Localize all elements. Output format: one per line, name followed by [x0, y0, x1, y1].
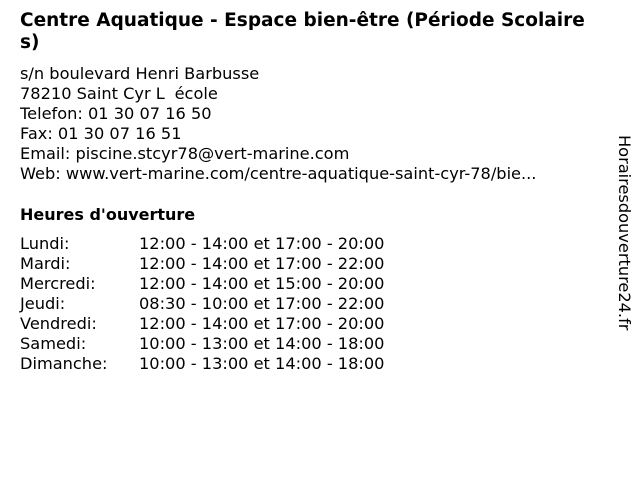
time-range: 10:00 - 13:00 et 14:00 - 18:00 — [139, 334, 385, 353]
watermark-text: Horairesdouverture24.fr — [615, 135, 634, 331]
phone-line: Telefon: 01 30 07 16 50 — [20, 104, 212, 123]
fax-line: Fax: 01 30 07 16 51 — [20, 124, 182, 143]
page-title: Centre Aquatique - Espace bien-être (Période Scolaires) — [20, 10, 585, 53]
time-range: 12:00 - 14:00 et 17:00 - 22:00 — [139, 254, 385, 273]
address-city: 78210 Saint Cyr Lécole — [20, 84, 218, 103]
hours-row-lundi — [20, 234, 384, 254]
day-label: Lundi: — [20, 234, 70, 253]
email-line: Email: piscine.stcyr78@vert-marine.com — [20, 144, 350, 163]
time-range: 10:00 - 13:00 et 14:00 - 18:00 — [139, 354, 385, 373]
hours-row-mardi — [20, 254, 384, 274]
day-label: Dimanche: — [20, 354, 108, 373]
web-line: Web: www.vert-marine.com/centre-aquatique-saint-cyr-78/bie... — [20, 164, 537, 183]
day-label: Vendredi: — [20, 314, 97, 333]
day-label: Mardi: — [20, 254, 71, 273]
address-street: s/n boulevard Henri Barbusse — [20, 64, 260, 83]
hours-row-mercredi — [20, 274, 384, 294]
site-watermark — [614, 135, 634, 345]
hours-row-jeudi — [20, 294, 384, 314]
hours-table — [20, 234, 384, 374]
day-label: Mercredi: — [20, 274, 96, 293]
time-range: 12:00 - 14:00 et 17:00 - 20:00 — [139, 234, 385, 253]
day-label: Jeudi: — [20, 294, 66, 313]
time-range: 08:30 - 10:00 et 17:00 - 22:00 — [139, 294, 385, 313]
time-range: 12:00 - 14:00 et 17:00 - 20:00 — [139, 314, 385, 333]
hours-row-vendredi — [20, 314, 384, 334]
contact-block — [20, 64, 610, 184]
hours-heading: Heures d'ouverture — [20, 205, 196, 224]
day-label: Samedi: — [20, 334, 87, 353]
time-range: 12:00 - 14:00 et 15:00 - 20:00 — [139, 274, 385, 293]
hours-row-dimanche — [20, 354, 384, 374]
hours-row-samedi — [20, 334, 384, 354]
